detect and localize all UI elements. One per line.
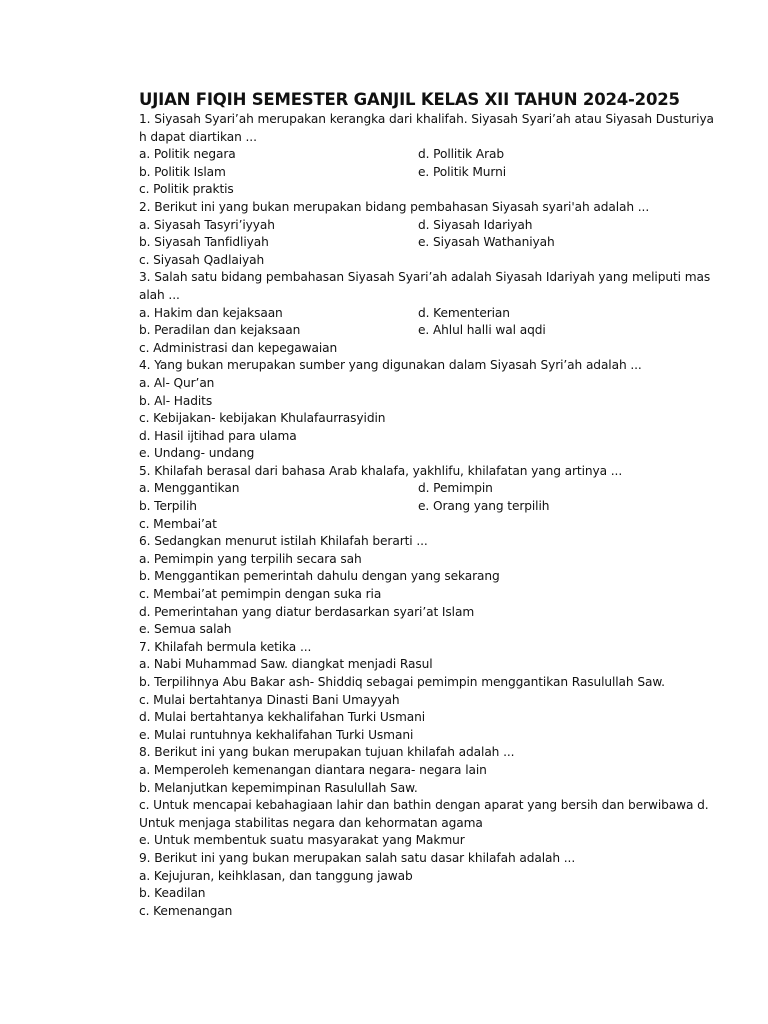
- answer-option: e. Undang- undang: [139, 446, 255, 461]
- answer-option: e. Siyasah Wathaniyah: [418, 235, 555, 250]
- answer-option: Untuk menjaga stabilitas negara dan kehormatan agama: [139, 815, 483, 830]
- answer-option-row: [139, 322, 699, 340]
- question-list: [139, 111, 714, 920]
- answer-option: b. Menggantikan pemerintah dahulu dengan yang sekarang: [139, 569, 500, 584]
- answer-option: d. Pollitik Arab: [418, 147, 505, 162]
- answer-option: e. Ahlul halli wal aqdi: [418, 323, 546, 338]
- answer-option: b. Siyasah Tanfidliyah: [139, 235, 269, 250]
- answer-option: c. Siyasah Qadlaiyah: [139, 252, 265, 267]
- answer-option: a. Nabi Muhammad Saw. diangkat menjadi Rasul: [139, 657, 433, 672]
- answer-option: d. Pemimpin: [418, 481, 493, 496]
- question-text: 6. Sedangkan menurut istilah Khilafah berarti ...: [139, 534, 428, 549]
- question-text: 8. Berikut ini yang bukan merupakan tujuan khilafah adalah ...: [139, 745, 515, 760]
- exam-document: [139, 90, 714, 920]
- answer-option: a. Siyasah Tasyri’iyyah: [139, 217, 275, 232]
- answer-option: b. Terpilihnya Abu Bakar ash- Shiddiq sebagai pemimpin menggantikan Rasulullah Saw.: [139, 675, 665, 689]
- answer-option: d. Siyasah Idariyah: [418, 217, 533, 232]
- question-text: 1. Siyasah Syari’ah merupakan kerangka dari khalifah. Siyasah Syari’ah atau Siyasah Dusturiya: [139, 112, 714, 126]
- answer-option: c. Mulai bertahtanya Dinasti Bani Umayyah: [139, 692, 400, 707]
- answer-option: a. Memperoleh kemenangan diantara negara- negara lain: [139, 762, 487, 777]
- question-text: alah ...: [139, 287, 180, 302]
- answer-option: d. Hasil ijtihad para ulama: [139, 428, 297, 443]
- answer-option: a. Al- Qur’an: [139, 375, 215, 390]
- answer-option: b. Peradilan dan kejaksaan: [139, 323, 301, 338]
- answer-option: a. Hakim dan kejaksaan: [139, 305, 283, 320]
- answer-option: e. Semua salah: [139, 622, 232, 637]
- answer-option: b. Al- Hadits: [139, 393, 213, 408]
- answer-option-row: [139, 305, 699, 323]
- answer-option: c. Untuk mencapai kebahagiaan lahir dan bathin dengan aparat yang bersih dan berwibawa d.: [139, 798, 709, 813]
- question-text: h dapat diartikan ...: [139, 129, 257, 144]
- answer-option: b. Melanjutkan kepemimpinan Rasulullah Saw.: [139, 780, 418, 795]
- question-text: 3. Salah satu bidang pembahasan Siyasah Syari’ah adalah Siyasah Idariyah yang meliputi mas: [139, 270, 711, 285]
- answer-option: c. Kebijakan- kebijakan Khulafaurrasyidin: [139, 411, 386, 426]
- answer-option-row: [139, 498, 699, 516]
- answer-option: e. Orang yang terpilih: [418, 499, 550, 514]
- answer-option-row: [139, 480, 699, 498]
- answer-option-row: [139, 164, 699, 182]
- answer-option: c. Administrasi dan kepegawaian: [139, 340, 338, 355]
- question-text: 7. Khilafah bermula ketika ...: [139, 639, 312, 654]
- answer-option: d. Mulai bertahtanya kekhalifahan Turki Usmani: [139, 710, 426, 725]
- answer-option: b. Politik Islam: [139, 164, 226, 179]
- answer-option: e. Untuk membentuk suatu masyarakat yang Makmur: [139, 833, 465, 848]
- question-text: 5. Khilafah berasal dari bahasa Arab khalafa, yakhlifu, khilafatan yang artinya ...: [139, 463, 623, 478]
- answer-option: a. Menggantikan: [139, 481, 240, 496]
- answer-option: c. Membai’at: [139, 516, 217, 531]
- question-text: 2. Berikut ini yang bukan merupakan bidang pembahasan Siyasah syari'ah adalah ...: [139, 199, 650, 214]
- answer-option: c. Politik praktis: [139, 182, 234, 197]
- answer-option: d. Pemerintahan yang diatur berdasarkan syari’at Islam: [139, 604, 475, 619]
- answer-option: c. Membai’at pemimpin dengan suka ria: [139, 587, 382, 602]
- answer-option: c. Kemenangan: [139, 903, 233, 918]
- answer-option: b. Terpilih: [139, 499, 197, 514]
- answer-option: d. Kementerian: [418, 305, 510, 320]
- answer-option: a. Kejujuran, keihklasan, dan tanggung jawab: [139, 868, 413, 883]
- question-text: 9. Berikut ini yang bukan merupakan salah satu dasar khilafah adalah ...: [139, 850, 576, 865]
- answer-option: b. Keadilan: [139, 886, 206, 901]
- answer-option: a. Politik negara: [139, 147, 236, 162]
- answer-option: e. Mulai runtuhnya kekhalifahan Turki Usmani: [139, 727, 414, 742]
- document-title: UJIAN FIQIH SEMESTER GANJIL KELAS XII TAHUN 2024-2025: [139, 90, 680, 109]
- answer-option-row: [139, 146, 699, 164]
- question-text: 4. Yang bukan merupakan sumber yang digunakan dalam Siyasah Syri’ah adalah ...: [139, 358, 642, 373]
- answer-option-row: [139, 234, 699, 252]
- answer-option: a. Pemimpin yang terpilih secara sah: [139, 551, 362, 566]
- answer-option-row: [139, 217, 699, 235]
- answer-option: e. Politik Murni: [418, 164, 507, 179]
